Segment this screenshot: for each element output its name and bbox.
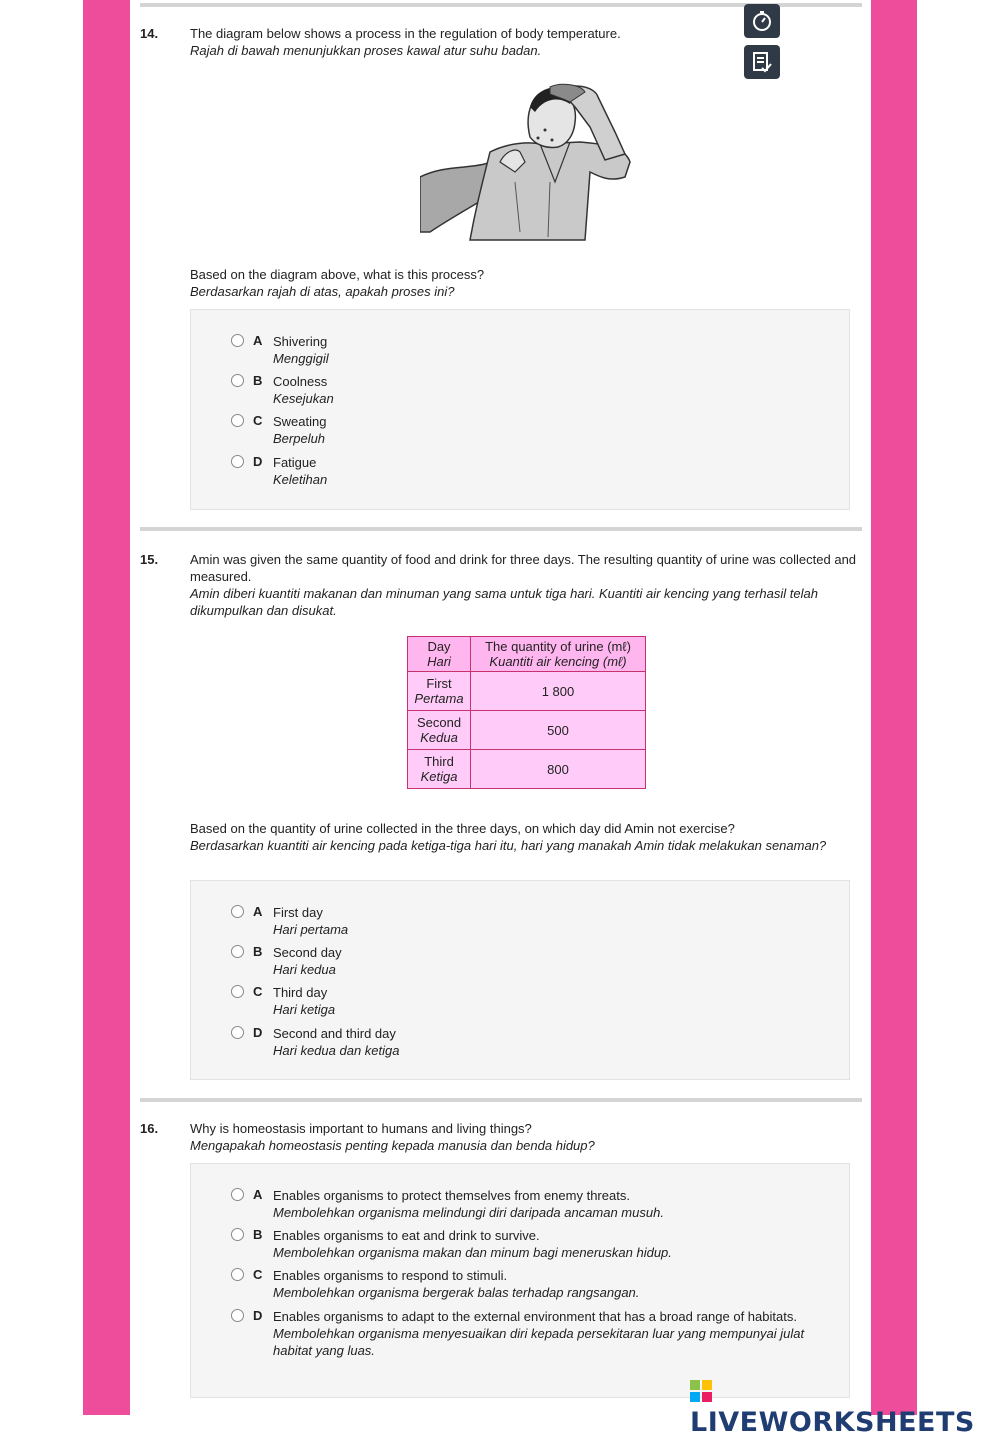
prompt-en: Based on the diagram above, what is this process? xyxy=(190,267,485,282)
radio-button[interactable] xyxy=(231,334,244,347)
stem-en: Amin was given the same quantity of food and drink for three days. The resulting quantity of urine was collected and measured. xyxy=(190,552,857,584)
option-letter: D xyxy=(253,454,263,469)
option-en: First day xyxy=(273,905,323,920)
option-ms: Hari kedua dan ketiga xyxy=(273,1043,400,1058)
options-box xyxy=(190,309,850,510)
prompt-en: Based on the quantity of urine collected in the three days, on which day did Amin not exercise? xyxy=(190,821,735,836)
option-en: Fatigue xyxy=(273,455,317,470)
stem-ms: Amin diberi kuantiti makanan dan minuman yang sama untuk tiga hari. Kuantiti air kencing yang terhasil telah dikumpulkan dan disukat. xyxy=(190,586,818,618)
stem-en: Why is homeostasis important to humans and living things? xyxy=(190,1121,532,1136)
option-letter: C xyxy=(253,413,263,428)
option-en: Shivering xyxy=(273,334,328,349)
day-cell: Third Ketiga xyxy=(408,750,471,789)
option-en: Second day xyxy=(273,945,342,960)
stem-ms: Mengapakah homeostasis penting kepada manusia dan benda hidup? xyxy=(190,1138,595,1153)
stem-en: The diagram below shows a process in the regulation of body temperature. xyxy=(190,26,621,41)
option-en: Enables organisms to eat and drink to survive. xyxy=(273,1228,540,1243)
question-prompt xyxy=(190,820,862,854)
option-en: Sweating xyxy=(273,414,327,429)
option-letter: B xyxy=(253,373,263,388)
header-day: Day Hari xyxy=(408,637,471,672)
option-letter: D xyxy=(253,1308,263,1323)
liveworksheets-logo-icon xyxy=(690,1380,712,1402)
question-number: 14. xyxy=(140,26,159,41)
option-letter: A xyxy=(253,1187,263,1202)
question-prompt xyxy=(190,266,862,300)
quantity-cell: 500 xyxy=(471,711,646,750)
divider xyxy=(140,1098,862,1102)
options-box xyxy=(190,1163,850,1398)
radio-button[interactable] xyxy=(231,1268,244,1281)
option-letter: B xyxy=(253,1227,263,1242)
header-quantity: The quantity of urine (mℓ) Kuantiti air kencing (mℓ) xyxy=(471,637,646,672)
option-en: Second and third day xyxy=(273,1026,396,1041)
option-letter: B xyxy=(253,944,263,959)
table-row xyxy=(408,750,646,789)
options-box xyxy=(190,880,850,1080)
day-cell: First Pertama xyxy=(408,672,471,711)
option-letter: C xyxy=(253,984,263,999)
urine-table xyxy=(407,636,646,789)
question-stem xyxy=(190,1120,862,1154)
table-row xyxy=(408,672,646,711)
option-ms: Membolehkan organisma makan dan minum bagi meneruskan hidup. xyxy=(273,1245,672,1260)
day-cell: Second Kedua xyxy=(408,711,471,750)
table-header-row xyxy=(408,637,646,672)
radio-button[interactable] xyxy=(231,1188,244,1201)
right-pink-band xyxy=(871,0,917,1415)
question-stem xyxy=(190,25,862,59)
radio-button[interactable] xyxy=(231,1026,244,1039)
option-en: Coolness xyxy=(273,374,328,389)
option-ms: Hari pertama xyxy=(273,922,349,937)
option-letter: C xyxy=(253,1267,263,1282)
option-letter: D xyxy=(253,1025,263,1040)
radio-button[interactable] xyxy=(231,374,244,387)
option-ms: Keletihan xyxy=(273,472,328,487)
stem-ms: Rajah di bawah menunjukkan proses kawal atur suhu badan. xyxy=(190,43,542,58)
question-number: 15. xyxy=(140,552,159,567)
quantity-cell: 800 xyxy=(471,750,646,789)
radio-button[interactable] xyxy=(231,945,244,958)
question-stem xyxy=(190,551,862,619)
prompt-ms: Berdasarkan rajah di atas, apakah proses ini? xyxy=(190,284,455,299)
table-row xyxy=(408,711,646,750)
left-pink-band xyxy=(83,0,130,1415)
option-en: Enables organisms to adapt to the external environment that has a broad range of habitats. xyxy=(273,1309,797,1324)
option-ms: Membolehkan organisma melindungi diri daripada ancaman musuh. xyxy=(273,1205,664,1220)
radio-button[interactable] xyxy=(231,414,244,427)
option-en: Enables organisms to respond to stimuli. xyxy=(273,1268,508,1283)
radio-button[interactable] xyxy=(231,905,244,918)
radio-button[interactable] xyxy=(231,1228,244,1241)
option-letter: A xyxy=(253,904,263,919)
liveworksheets-logo xyxy=(690,1376,1000,1438)
option-ms: Menggigil xyxy=(273,351,329,366)
option-en: Third day xyxy=(273,985,328,1000)
option-ms: Berpeluh xyxy=(273,431,326,446)
radio-button[interactable] xyxy=(231,455,244,468)
radio-button[interactable] xyxy=(231,985,244,998)
sweating-man-illustration xyxy=(420,82,632,242)
option-ms: Kesejukan xyxy=(273,391,334,406)
option-en: Enables organisms to protect themselves from enemy threats. xyxy=(273,1188,630,1203)
logo-text: LIVEWORKSHEETS xyxy=(690,1407,975,1438)
option-letter: A xyxy=(253,333,263,348)
divider xyxy=(140,527,862,531)
prompt-ms: Berdasarkan kuantiti air kencing pada ketiga-tiga hari itu, hari yang manakah Amin tidak melakukan senaman? xyxy=(190,838,827,853)
option-ms: Membolehkan organisma menyesuaikan diri kepada persekitaran luar yang mempunyai julat habitat yang luas. xyxy=(273,1326,805,1358)
option-ms: Hari ketiga xyxy=(273,1002,336,1017)
radio-button[interactable] xyxy=(231,1309,244,1322)
quantity-cell: 1 800 xyxy=(471,672,646,711)
question-number: 16. xyxy=(140,1121,159,1136)
option-ms: Membolehkan organisma bergerak balas terhadap rangsangan. xyxy=(273,1285,640,1300)
option-ms: Hari kedua xyxy=(273,962,336,977)
